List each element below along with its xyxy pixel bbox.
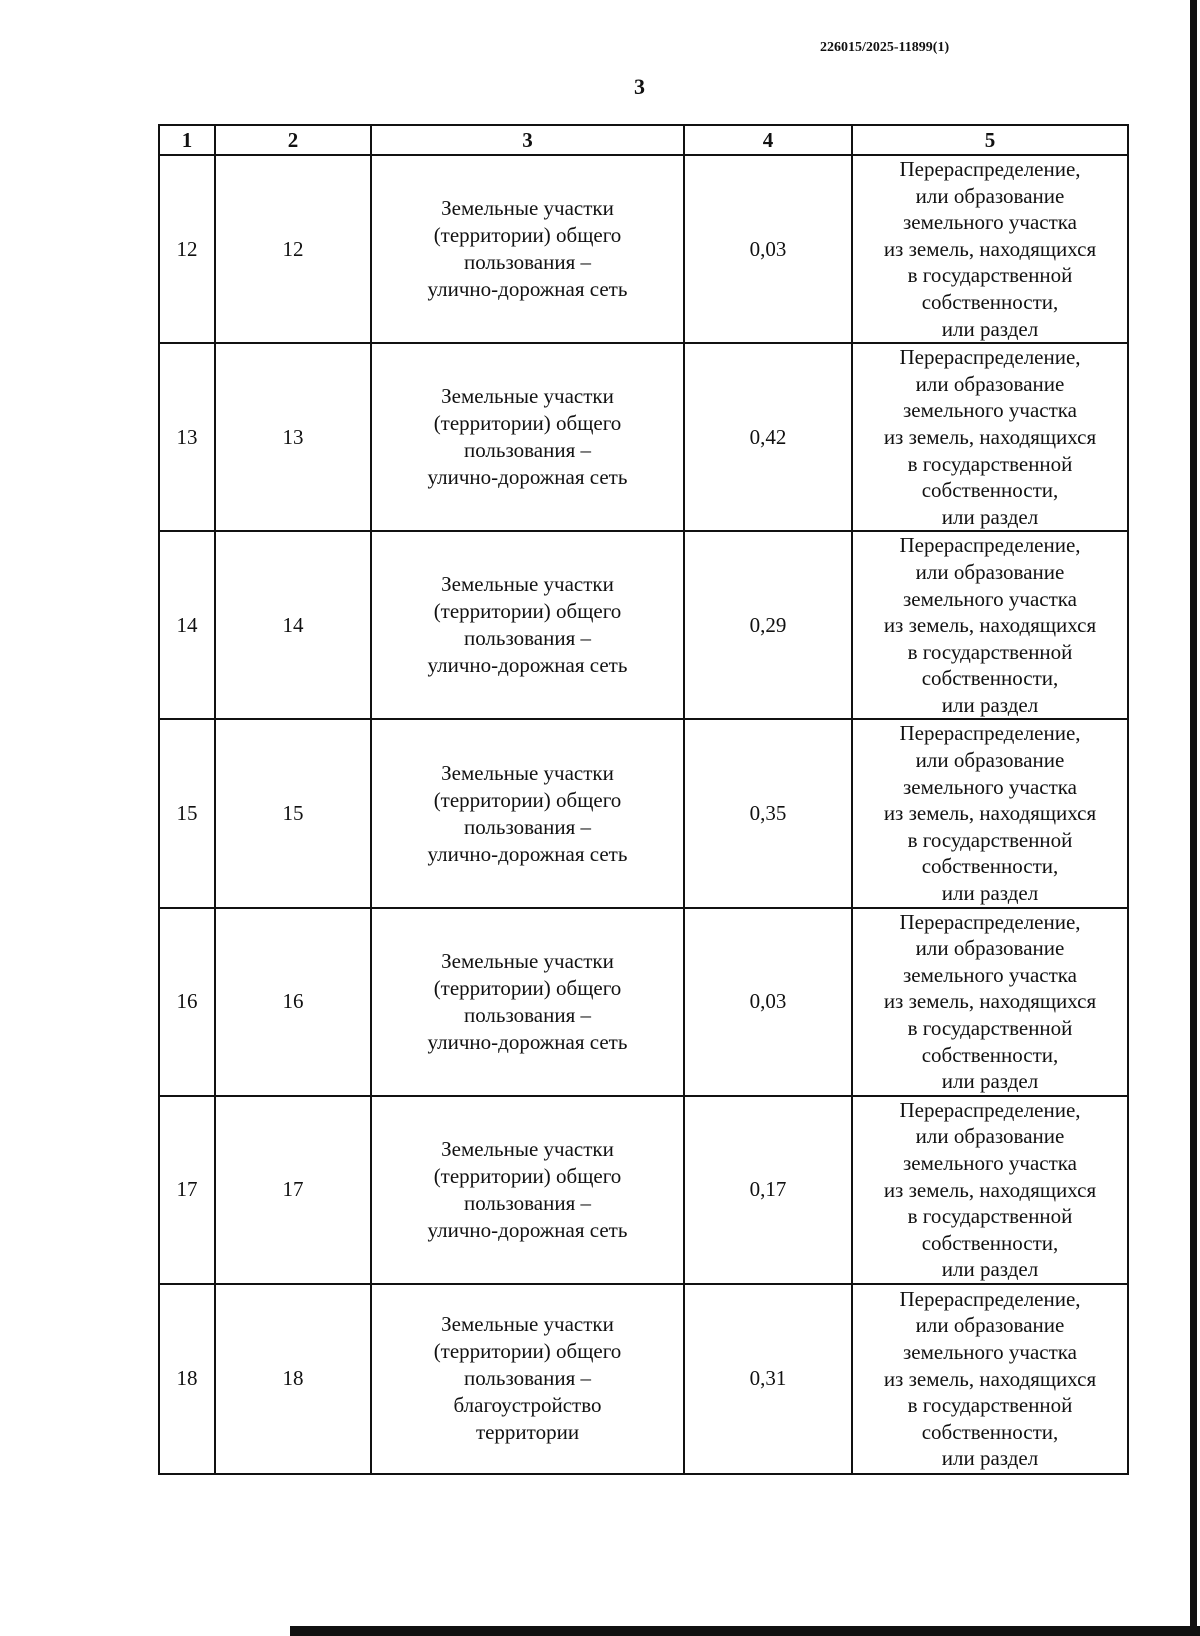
formation-method-line: собственности, xyxy=(921,1230,1059,1255)
area-cell: 0,35 xyxy=(684,719,852,907)
zone-number-cell: 13 xyxy=(215,343,371,531)
formation-method-line: или раздел xyxy=(941,881,1039,906)
formation-method-line: Перераспределение, xyxy=(899,909,1081,934)
purpose-line: (территории) общего xyxy=(433,599,622,624)
formation-method-line: или образование xyxy=(915,748,1065,773)
purpose-line: улично-дорожная сеть xyxy=(427,1217,628,1242)
area-cell: 0,31 xyxy=(684,1284,852,1474)
row-number-cell: 18 xyxy=(159,1284,215,1474)
purpose-line: (территории) общего xyxy=(433,1163,622,1188)
row-number-cell: 13 xyxy=(159,343,215,531)
purpose-line: территории xyxy=(475,1420,580,1445)
formation-method-cell xyxy=(852,343,1128,531)
area-cell: 0,03 xyxy=(684,155,852,343)
formation-method-line: земельного участка xyxy=(903,774,1077,799)
purpose-line: Земельные участки xyxy=(441,1312,614,1337)
purpose-line: пользования – xyxy=(463,626,592,651)
table-body xyxy=(159,155,1128,1474)
formation-method-line: в государственной xyxy=(907,1393,1073,1418)
formation-method-line: земельного участка xyxy=(903,1150,1077,1175)
scan-right-edge xyxy=(1190,0,1197,1636)
formation-method-line: из земель, находящихся xyxy=(883,801,1097,826)
formation-method-line: в государственной xyxy=(907,451,1073,476)
purpose-line: Земельные участки xyxy=(441,1136,614,1161)
table-row xyxy=(159,1096,1128,1284)
purpose-cell xyxy=(371,531,684,719)
formation-method-line: или образование xyxy=(915,1124,1065,1149)
formation-method-line: Перераспределение, xyxy=(899,345,1081,370)
formation-method-line: или раздел xyxy=(941,1446,1039,1471)
zone-number-cell: 14 xyxy=(215,531,371,719)
area-cell: 0,42 xyxy=(684,343,852,531)
formation-method-line: в государственной xyxy=(907,263,1073,288)
formation-method-line: в государственной xyxy=(907,1204,1073,1229)
column-header-1: 1 xyxy=(159,125,215,155)
zone-number-cell: 12 xyxy=(215,155,371,343)
formation-method-line: или образование xyxy=(915,559,1065,584)
purpose-line: пользования – xyxy=(463,1366,592,1391)
formation-method-line: земельного участка xyxy=(903,210,1077,235)
zone-number-cell: 16 xyxy=(215,908,371,1096)
table-row xyxy=(159,343,1128,531)
formation-method-line: или раздел xyxy=(941,1257,1039,1282)
formation-method-line: или образование xyxy=(915,183,1065,208)
table-row xyxy=(159,908,1128,1096)
formation-method-line: Перераспределение, xyxy=(899,1286,1081,1311)
scan-bottom-edge xyxy=(290,1626,1200,1636)
formation-method-cell xyxy=(852,155,1128,343)
formation-method-line: собственности, xyxy=(921,1042,1059,1067)
formation-method-line: или образование xyxy=(915,936,1065,961)
row-number-cell: 14 xyxy=(159,531,215,719)
zone-number-cell: 15 xyxy=(215,719,371,907)
zone-number-cell: 17 xyxy=(215,1096,371,1284)
formation-method-cell xyxy=(852,908,1128,1096)
formation-method-line: земельного участка xyxy=(903,398,1077,423)
purpose-line: улично-дорожная сеть xyxy=(427,465,628,490)
formation-method-line: собственности, xyxy=(921,666,1059,691)
formation-method-line: собственности, xyxy=(921,478,1059,503)
formation-method-line: из земель, находящихся xyxy=(883,1366,1097,1391)
purpose-line: (территории) общего xyxy=(433,223,622,248)
formation-method-line: или образование xyxy=(915,371,1065,396)
purpose-line: пользования – xyxy=(463,1190,592,1215)
formation-method-line: земельного участка xyxy=(903,1340,1077,1365)
column-header-5: 5 xyxy=(852,125,1128,155)
purpose-line: (территории) общего xyxy=(433,1339,622,1364)
purpose-line: пользования – xyxy=(463,814,592,839)
formation-method-line: или образование xyxy=(915,1313,1065,1338)
formation-method-line: из земель, находящихся xyxy=(883,236,1097,261)
purpose-cell xyxy=(371,155,684,343)
purpose-line: Земельные участки xyxy=(441,384,614,409)
table-row xyxy=(159,155,1128,343)
table-header-row xyxy=(159,125,1128,155)
formation-method-line: из земель, находящихся xyxy=(883,424,1097,449)
purpose-cell xyxy=(371,908,684,1096)
purpose-line: Земельные участки xyxy=(441,572,614,597)
purpose-line: пользования – xyxy=(463,1002,592,1027)
formation-method-line: собственности, xyxy=(921,289,1059,314)
purpose-line: улично-дорожная сеть xyxy=(427,1029,628,1054)
purpose-cell xyxy=(371,719,684,907)
purpose-line: Земельные участки xyxy=(441,760,614,785)
formation-method-cell xyxy=(852,531,1128,719)
purpose-line: улично-дорожная сеть xyxy=(427,841,628,866)
row-number-cell: 15 xyxy=(159,719,215,907)
formation-method-line: или раздел xyxy=(941,1069,1039,1094)
document-number: 226015/2025-11899(1) xyxy=(820,40,950,55)
table-row xyxy=(159,531,1128,719)
formation-method-line: Перераспределение, xyxy=(899,533,1081,558)
purpose-line: Земельные участки xyxy=(441,948,614,973)
formation-method-line: земельного участка xyxy=(903,586,1077,611)
formation-method-line: или раздел xyxy=(941,504,1039,529)
area-cell: 0,17 xyxy=(684,1096,852,1284)
formation-method-line: собственности, xyxy=(921,854,1059,879)
zone-number-cell: 18 xyxy=(215,1284,371,1474)
formation-method-cell xyxy=(852,719,1128,907)
purpose-line: улично-дорожная сеть xyxy=(427,653,628,678)
area-cell: 0,29 xyxy=(684,531,852,719)
purpose-line: (территории) общего xyxy=(433,787,622,812)
column-header-4: 4 xyxy=(684,125,852,155)
table-row xyxy=(159,719,1128,907)
column-header-3: 3 xyxy=(371,125,684,155)
formation-method-line: земельного участка xyxy=(903,962,1077,987)
purpose-line: (территории) общего xyxy=(433,975,622,1000)
table-row xyxy=(159,1284,1128,1474)
formation-method-line: в государственной xyxy=(907,827,1073,852)
formation-method-line: или раздел xyxy=(941,692,1039,717)
formation-method-line: в государственной xyxy=(907,1016,1073,1040)
formation-method-line: собственности, xyxy=(921,1419,1059,1444)
page-number: 3 xyxy=(634,74,645,99)
formation-method-line: в государственной xyxy=(907,639,1073,664)
land-plots-table xyxy=(158,124,1129,1475)
purpose-cell xyxy=(371,1096,684,1284)
formation-method-line: или раздел xyxy=(941,316,1039,341)
formation-method-cell xyxy=(852,1096,1128,1284)
row-number-cell: 16 xyxy=(159,908,215,1096)
purpose-line: пользования – xyxy=(463,438,592,463)
formation-method-line: из земель, находящихся xyxy=(883,989,1097,1014)
formation-method-line: Перераспределение, xyxy=(899,157,1081,181)
purpose-line: пользования – xyxy=(463,250,592,275)
formation-method-line: из земель, находящихся xyxy=(883,613,1097,638)
purpose-line: Земельные участки xyxy=(441,196,614,221)
row-number-cell: 17 xyxy=(159,1096,215,1284)
purpose-cell xyxy=(371,343,684,531)
formation-method-line: Перераспределение, xyxy=(899,721,1081,746)
purpose-cell xyxy=(371,1284,684,1474)
purpose-line: улично-дорожная сеть xyxy=(427,277,628,302)
formation-method-line: Перераспределение, xyxy=(899,1097,1081,1122)
formation-method-cell xyxy=(852,1284,1128,1474)
column-header-2: 2 xyxy=(215,125,371,155)
formation-method-line: из земель, находящихся xyxy=(883,1177,1097,1202)
purpose-line: (территории) общего xyxy=(433,411,622,436)
area-cell: 0,03 xyxy=(684,908,852,1096)
purpose-line: благоустройство xyxy=(453,1393,602,1418)
row-number-cell: 12 xyxy=(159,155,215,343)
